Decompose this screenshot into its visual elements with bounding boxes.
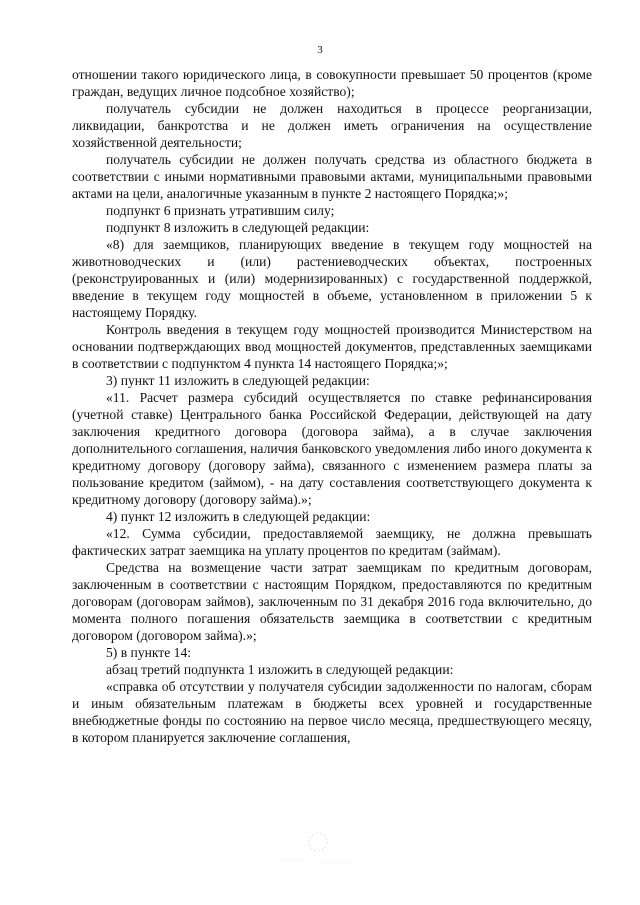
paragraph-2: получатель субсидии не должен находиться в процессе реорганизации, ликвидации, банкротства и не должен иметь ограничения на осуществление хозяйственной деятельности; [72, 101, 592, 150]
paragraph-15: «справка об отсутствии у получателя субсидии задолженности по налогам, сборам и иным обязательным платежам в бюджеты всех уровней и государственные внебюджетные фонды по состоянию на первое число месяца, предшествующего месяцу, в котором планируется заключение соглашения, [72, 679, 592, 745]
paragraph-9: «11. Расчет размера субсидий осуществляется по ставке рефинансирования (учетной ставке) Центрального банка Российской Федерации, действующей на дату заключения кредитного договора (договора займа), а в случае заключения дополнительного соглашения, наличия банковского уведомления либо иного документа к кредитному договору (договору займа), связанного с изменением размера платы за пользование кредитом (займом), - на дату составления соответствующего документа к кредитному договору (договору займа).»; [72, 390, 592, 507]
page-number: 3 [317, 44, 323, 56]
paragraph-13: 5) в пункте 14: [106, 645, 192, 660]
paragraph-7: Контроль введения в текущем году мощностей производится Министерством на основании подтверждающих ввод мощностей документов, представленных заемщиками в соответствии с подпунктом 4 пункта 14 настоящего Порядка;»; [72, 322, 592, 371]
paragraph-3: получатель субсидии не должен получать средства из областного бюджета в соответствии с иными нормативными правовыми актами, муниципальными правовыми актами на цели, аналогичные указанным в пункте 2 настоящего Порядка;»; [72, 152, 592, 201]
paragraph-4: подпункт 6 признать утратившим силу; [106, 203, 335, 218]
paragraph-14: абзац третий подпункта 1 изложить в следующей редакции: [106, 662, 454, 677]
paragraph-8: 3) пункт 11 изложить в следующей редакции: [106, 373, 370, 388]
paragraph-1: отношении такого юридического лица, в совокупности превышает 50 процентов (кроме граждан, ведущих личное подсобное хозяйство); [72, 67, 592, 99]
faint-stamp-mark [270, 828, 360, 884]
paragraph-10: 4) пункт 12 изложить в следующей редакции: [106, 509, 371, 524]
paragraph-11: «12. Сумма субсидии, предоставляемой заемщику, не должна превышать фактических затрат заемщика на уплату процентов по кредитам (займам). [72, 526, 592, 558]
paragraph-12: Средства на возмещение части затрат заемщикам по кредитным договорам, заключенным в соответствии с настоящим Порядком, предоставляются по кредитным договорам (договорам займов), заключенным по 31 декабря 2016 года включительно, до момента полного погашения обязательств заемщика в соответствии с кредитным договором (договором займа).»; [72, 560, 592, 643]
paragraph-5: подпункт 8 изложить в следующей редакции: [106, 220, 370, 235]
paragraph-6: «8) для заемщиков, планирующих введение в текущем году мощностей на животноводческих и (или) растениеводческих объектах, построенных (реконструированных и (или) модернизированных) с государственной поддержкой, введение в текущем году мощностей в объеме, установленном в приложении 5 к настоящему Порядку. [72, 237, 592, 320]
document-body [72, 66, 592, 746]
